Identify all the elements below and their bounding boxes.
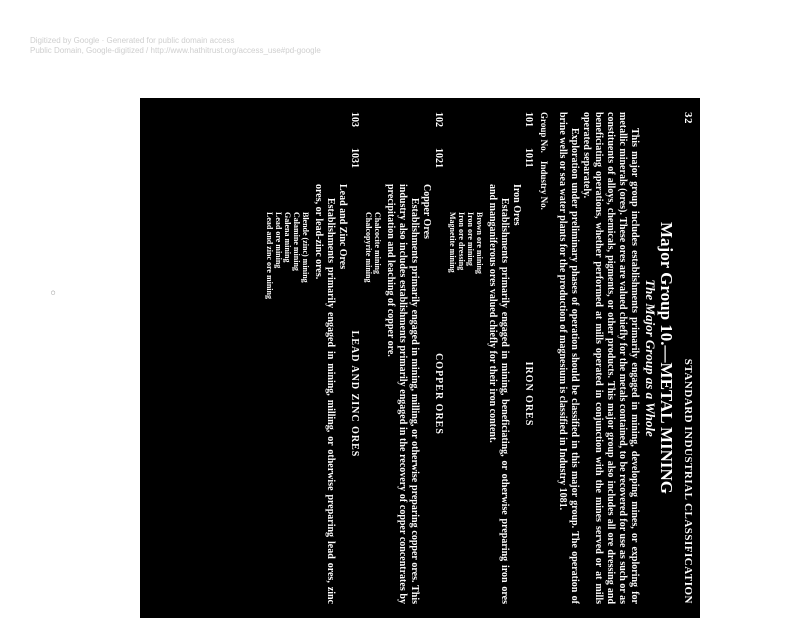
google-header-line-2: Public Domain, Google-digitized / http://www.hathitrust.org/access_use#pd-google xyxy=(30,46,321,55)
industry-1031 xyxy=(312,184,348,604)
industry-description: Establishments primarily engaged in mining, milling, or otherwise preparing copper ores. This industry also includes establishments primarily engaged in the recovery of copper concentrates by precipitation and leaching of copper ore. xyxy=(385,184,420,604)
list-item: Blende (zinc) mining xyxy=(301,212,310,283)
industry-1011 xyxy=(486,184,522,604)
list-item: Chalcocite mining xyxy=(373,212,382,274)
rotated-page-content xyxy=(140,98,700,618)
industry-description: Establishments primarily engaged in mining, beneficiating, or otherwise preparing iron ores and manganiferous ores valued chiefly for their iron content. xyxy=(487,184,510,604)
major-group-title: Major Group 10.—METAL MINING xyxy=(657,221,676,494)
industry-number: 1031 xyxy=(349,148,360,168)
list-item: Lead ore mining xyxy=(274,212,283,269)
section-heading: IRON ORES xyxy=(523,361,534,427)
industry-1011-items xyxy=(448,212,484,604)
intro-paragraph-1: This major group includes establishments primarily engaged in mining, developing mines, or exploring for metallic minerals (ores). These ores are valued chiefly for the metals contained, to be recovered for use as such or as constituents of alloys, chemicals, pigments, or other products. This major group also includes all ore dressing and beneficiating operations, whether performed at mills operated in conjunction with the mines served or at mills operated separately. xyxy=(581,112,640,604)
group-number: 103 xyxy=(349,112,360,127)
intro-paragraph-2: Exploration under preliminary phases of operation should be classified in this major group. The operation of brine wells or sea water plants for the production of magnesium is classified in Industry 1081. xyxy=(557,112,580,604)
section-heading: LEAD AND ZINC ORES xyxy=(349,330,360,458)
group-no-header: Group No. xyxy=(539,112,549,153)
industry-1021-items xyxy=(364,212,382,604)
section-heading: COPPER ORES xyxy=(433,353,444,435)
group-number: 101 xyxy=(523,112,534,127)
running-head: STANDARD INDUSTRIAL CLASSIFICATION xyxy=(682,358,694,604)
section-101 xyxy=(522,112,534,604)
industry-1021 xyxy=(384,184,432,604)
list-item: Iron ore dressing xyxy=(457,212,466,271)
list-item: Chalcopyrite mining xyxy=(364,212,373,283)
list-item: Galena mining xyxy=(283,212,292,263)
industry-title: Iron Ores xyxy=(511,184,522,226)
industry-description: Establishments primarily engaged in mining, milling, or otherwise preparing lead ores, zinc ores, or lead-zinc ores. xyxy=(313,184,336,604)
page-number: 32 xyxy=(682,112,694,124)
industry-no-header: Industry No. xyxy=(539,160,549,210)
list-item: Brown ore mining xyxy=(475,212,484,274)
list-item: Lead and zinc ore mining xyxy=(265,212,274,299)
section-103 xyxy=(348,112,360,604)
group-number: 102 xyxy=(433,112,444,127)
column-headers xyxy=(538,112,550,604)
industry-1031-items xyxy=(265,212,310,604)
industry-number: 1021 xyxy=(433,148,444,168)
scanned-page xyxy=(140,98,700,618)
list-item: Magnetite mining xyxy=(448,212,457,273)
list-item: Iron ore mining xyxy=(466,212,475,266)
industry-title: Lead and Zinc Ores xyxy=(337,184,348,270)
scan-edge-mark: ◦ xyxy=(49,286,58,302)
section-102 xyxy=(432,112,444,604)
page-header xyxy=(682,112,694,604)
industry-number: 1011 xyxy=(523,148,534,168)
google-header-line-1: Digitized by Google · Generated for public domain access xyxy=(30,36,235,45)
industry-title: Copper Ores xyxy=(421,184,432,239)
list-item: Calamine mining xyxy=(292,212,301,271)
major-group-subtitle: The Major Group as a Whole xyxy=(643,279,658,437)
